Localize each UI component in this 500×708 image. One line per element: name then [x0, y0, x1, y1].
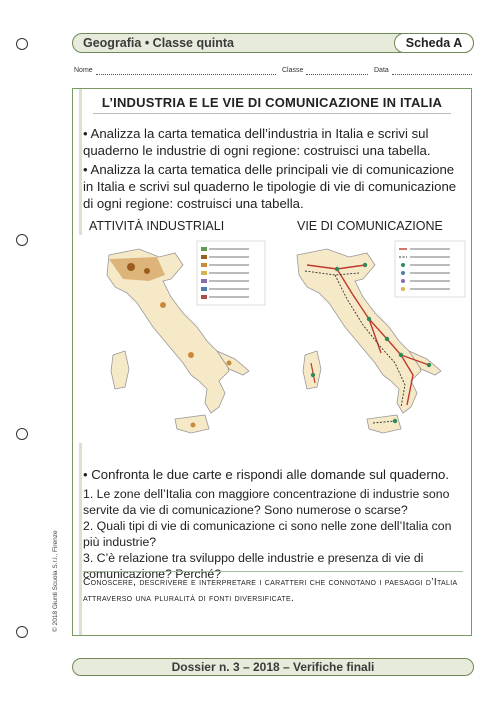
industry-map: [79, 235, 269, 443]
worksheet-title: L’INDUSTRIA E LE VIE DI COMUNICAZIONE IN ITALIA: [101, 95, 443, 110]
nome-label: Nome: [74, 67, 93, 74]
map-industry-label: ATTIVITÀ INDUSTRIALI: [89, 219, 225, 233]
data-label: Data: [374, 67, 389, 74]
question-2: 2. Quali tipi di vie di comunicazione ci sono nelle zone dell’Italia con più industrie?: [83, 519, 452, 549]
binder-hole: [16, 38, 28, 50]
transport-map: [277, 235, 469, 443]
copyright-note: © 2018 Giunti Scuola S.r.l., Firenze: [52, 530, 59, 632]
data-field[interactable]: [392, 74, 472, 75]
footer-bar: Dossier n. 3 – 2018 – Verifiche finali: [72, 658, 474, 676]
confront-instruction: • Confronta le due carte e rispondi alle domande sul quaderno.: [83, 467, 450, 482]
question-3: 3. C’è relazione tra sviluppo delle industrie e presenza di vie di comunicazione? Perché?: [83, 551, 424, 581]
classe-field[interactable]: [306, 74, 368, 75]
header-bar: [72, 33, 474, 53]
learning-objective: Conoscere, descrivere e interpretare i caratteri che connotano i paesaggi d’Italia attraverso una pluralità di fonti diversificate.: [83, 577, 458, 604]
classe-label: Classe: [282, 67, 304, 74]
subject-title: Geografia • Classe quinta: [83, 36, 234, 50]
binder-hole: [16, 428, 28, 440]
worksheet-frame: [72, 88, 472, 636]
question-1: 1. Le zone dell’Italia con maggiore concentrazione di industrie sono servite da vie di comunicazione? Sono numerose o scarse?: [83, 487, 450, 517]
title-divider: [93, 113, 451, 114]
nome-field[interactable]: [96, 74, 276, 75]
instruction-transport: • Analizza la carta tematica delle principali vie di comunicazione in Italia e scrivi sul quaderno le tipologie di vie di comunicazione di ogni regione: costruisci una tabella.: [83, 162, 457, 211]
scheda-badge: Scheda A: [394, 33, 474, 53]
binder-hole: [16, 626, 28, 638]
instruction-industry: • Analizza la carta tematica dell’industria in Italia e scrivi sul quaderno le industrie di ogni regione: costruisci una tabella.: [83, 126, 431, 158]
binder-hole: [16, 234, 28, 246]
map-transport-label: VIE DI COMUNICAZIONE: [297, 219, 443, 233]
objective-divider: [83, 571, 463, 572]
